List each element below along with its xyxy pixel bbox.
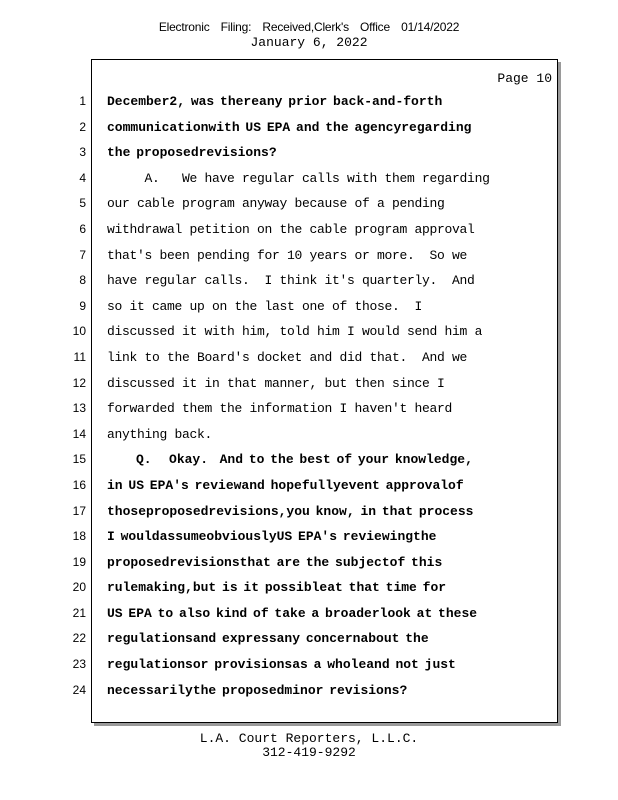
line-number: 21 bbox=[72, 605, 86, 620]
transcript-line: our cable program anyway because of a pending bbox=[107, 196, 445, 212]
line-number: 9 bbox=[79, 298, 86, 313]
line-number: 4 bbox=[79, 170, 86, 185]
transcript-line: regulationsor provisionsas a wholeand not just bbox=[107, 657, 456, 673]
line-number: 13 bbox=[72, 401, 86, 416]
transcript-line: in US EPA's reviewand hopefullyevent approvalof bbox=[107, 477, 464, 493]
electronic-filing-stamp bbox=[0, 20, 618, 34]
line-number: 6 bbox=[79, 221, 86, 236]
reporter-company: L.A. Court Reporters, L.L.C. bbox=[199, 731, 419, 746]
transcript-line: necessarilythe proposedminor revisions? bbox=[107, 682, 408, 698]
filing-word-electronic: Electronic bbox=[158, 20, 210, 34]
transcript-line: forwarded them the information I haven't heard bbox=[107, 401, 453, 417]
transcript-line: that's been pending for 10 years or more. So we bbox=[107, 247, 468, 263]
transcript-line: discussed it in that manner, but then since I bbox=[107, 375, 445, 391]
transcript-line: US EPA to also kind of take a broaderlook at these bbox=[107, 605, 478, 621]
line-number: 16 bbox=[72, 477, 86, 492]
transcript-line: proposedrevisionsthat are the subjectof this bbox=[107, 554, 443, 570]
transcript-line: have regular calls. I think it's quarterly. And bbox=[107, 273, 475, 289]
line-number: 19 bbox=[72, 554, 86, 569]
line-number-column bbox=[60, 89, 86, 703]
transcript-line: communicationwith US EPA and the agencyregarding bbox=[107, 119, 472, 135]
filing-date: 01/14/2022 bbox=[401, 20, 460, 34]
page-number: Page 10 bbox=[497, 71, 552, 86]
line-number: 2 bbox=[79, 119, 86, 134]
transcript-line: link to the Board's docket and did that. And we bbox=[107, 349, 468, 365]
deposition-date: January 6, 2022 bbox=[250, 35, 368, 50]
transcript-line: rulemaking,but is it possibleat that time for bbox=[107, 580, 447, 596]
transcript-line: December2, was thereany prior back-and-forth bbox=[107, 94, 443, 109]
transcript-line: so it came up on the last one of those. I bbox=[107, 298, 423, 314]
line-number: 11 bbox=[73, 349, 86, 364]
filing-word-office: Office bbox=[360, 20, 390, 34]
line-number: 20 bbox=[72, 580, 86, 595]
line-number: 3 bbox=[79, 145, 86, 160]
transcript-line: withdrawal petition on the cable program approval bbox=[107, 221, 475, 237]
line-number: 17 bbox=[72, 503, 86, 518]
line-number: 22 bbox=[72, 631, 86, 646]
filing-word-filing: Filing: bbox=[220, 20, 252, 34]
line-number: 14 bbox=[72, 426, 86, 441]
line-number: 15 bbox=[72, 452, 86, 467]
transcript-line: thoseproposedrevisions,you know, in that process bbox=[107, 503, 474, 519]
line-number: 1 bbox=[79, 94, 86, 108]
filing-word-received: Received,Clerk's bbox=[262, 20, 349, 34]
line-number: 10 bbox=[72, 324, 86, 339]
line-number: 5 bbox=[79, 196, 86, 211]
reporter-phone: 312-419-9292 bbox=[262, 745, 356, 760]
transcript-line: discussed it with him, told him I would send him a bbox=[107, 324, 483, 340]
line-number: 8 bbox=[79, 273, 86, 288]
transcript-line: I wouldassumeobviouslyUS EPA's reviewingthe bbox=[107, 529, 437, 545]
transcript-line: the proposedrevisions? bbox=[107, 145, 277, 161]
transcript-line: A. We have regular calls with them regarding bbox=[107, 170, 490, 186]
line-number: 23 bbox=[72, 657, 86, 672]
line-number: 24 bbox=[72, 682, 86, 697]
reporter-footer bbox=[0, 732, 618, 760]
line-number: 18 bbox=[72, 529, 86, 544]
transcript-body bbox=[107, 89, 553, 703]
line-number: 7 bbox=[79, 247, 86, 262]
line-number: 12 bbox=[72, 375, 86, 390]
transcript-line: Q. Okay. And to the best of your knowledge, bbox=[107, 452, 473, 468]
transcript-line: regulationsand expressany concernabout the bbox=[107, 631, 429, 647]
transcript-line: anything back. bbox=[107, 426, 213, 442]
